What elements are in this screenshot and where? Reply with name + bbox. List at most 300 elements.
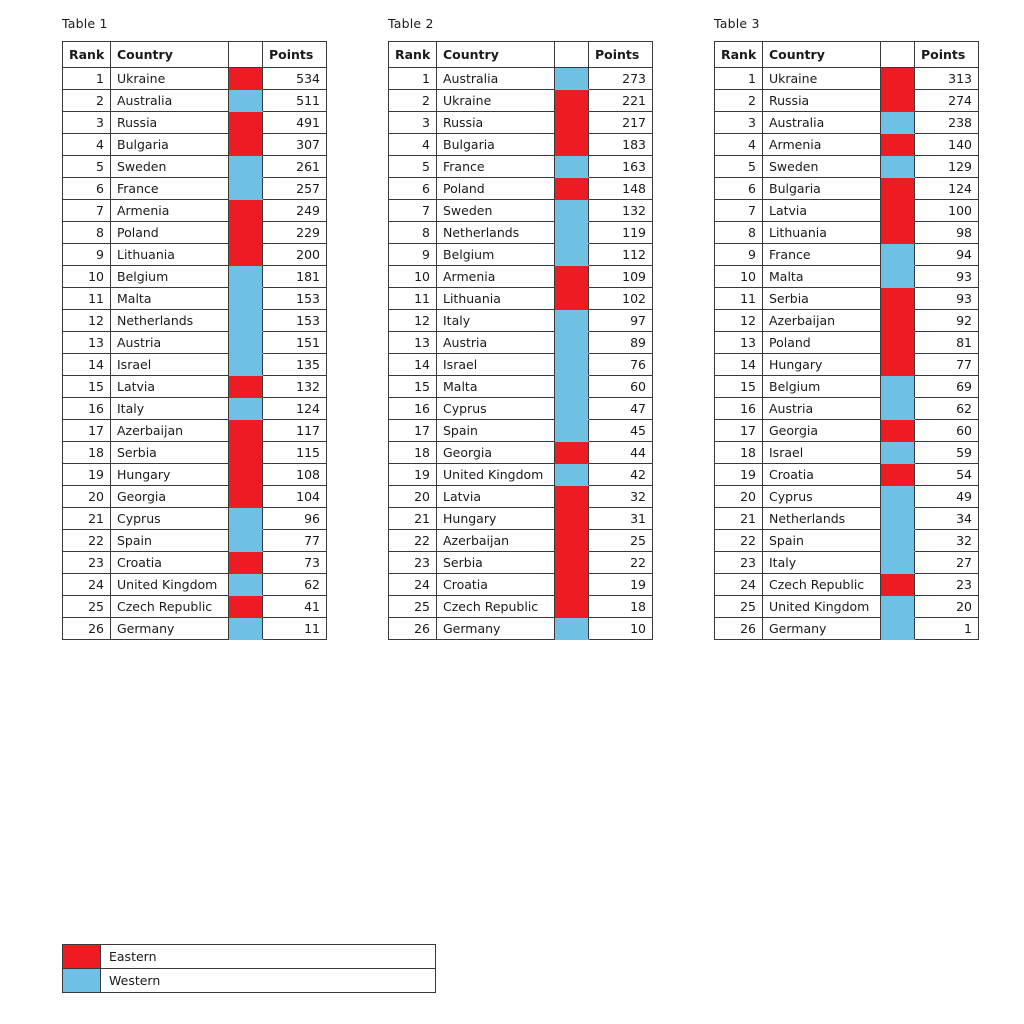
cell-rank: 25 — [715, 596, 763, 618]
cell-region-swatch-east — [555, 596, 589, 618]
cell-region-swatch-east — [555, 112, 589, 134]
table-row — [389, 134, 653, 156]
cell-rank: 26 — [389, 618, 437, 640]
cell-points: 261 — [263, 156, 327, 178]
table-row — [63, 508, 327, 530]
table-title: Table 2 — [388, 16, 434, 31]
cell-points: 27 — [915, 552, 979, 574]
cell-country: Lithuania — [437, 288, 555, 310]
cell-country: France — [111, 178, 229, 200]
cell-country: Sweden — [437, 200, 555, 222]
cell-country: Azerbaijan — [763, 310, 881, 332]
cell-rank: 12 — [715, 310, 763, 332]
table-header-row — [715, 42, 979, 68]
table-row — [389, 332, 653, 354]
cell-region-swatch-west — [555, 156, 589, 178]
table-row — [63, 200, 327, 222]
table-row — [715, 530, 979, 552]
cell-country: Germany — [111, 618, 229, 640]
cell-rank: 21 — [715, 508, 763, 530]
cell-points: 45 — [589, 420, 653, 442]
cell-rank: 11 — [63, 288, 111, 310]
cell-region-swatch-west — [555, 200, 589, 222]
cell-points: 60 — [915, 420, 979, 442]
cell-points: 307 — [263, 134, 327, 156]
cell-region-swatch-west — [229, 178, 263, 200]
cell-points: 183 — [589, 134, 653, 156]
cell-country: Georgia — [111, 486, 229, 508]
header-rank: Rank — [389, 42, 437, 68]
table-row — [389, 112, 653, 134]
cell-country: Armenia — [437, 266, 555, 288]
cell-country: Croatia — [763, 464, 881, 486]
cell-region-swatch-west — [229, 354, 263, 376]
table-row — [63, 486, 327, 508]
cell-country: Belgium — [437, 244, 555, 266]
cell-rank: 24 — [715, 574, 763, 596]
cell-points: 54 — [915, 464, 979, 486]
cell-rank: 5 — [389, 156, 437, 178]
cell-region-swatch-west — [555, 310, 589, 332]
cell-region-swatch-west — [555, 244, 589, 266]
cell-points: 76 — [589, 354, 653, 376]
cell-country: France — [437, 156, 555, 178]
cell-country: Latvia — [437, 486, 555, 508]
cell-rank: 16 — [715, 398, 763, 420]
cell-rank: 23 — [715, 552, 763, 574]
cell-points: 534 — [263, 68, 327, 90]
cell-rank: 20 — [715, 486, 763, 508]
table-row — [715, 486, 979, 508]
cell-rank: 5 — [63, 156, 111, 178]
cell-country: France — [763, 244, 881, 266]
cell-points: 92 — [915, 310, 979, 332]
cell-region-swatch-west — [881, 552, 915, 574]
cell-region-swatch-east — [881, 200, 915, 222]
cell-region-swatch-east — [229, 200, 263, 222]
cell-region-swatch-west — [229, 574, 263, 596]
table-row — [389, 508, 653, 530]
cell-country: Ukraine — [763, 68, 881, 90]
cell-points: 18 — [589, 596, 653, 618]
cell-region-swatch-east — [881, 134, 915, 156]
cell-country: Bulgaria — [437, 134, 555, 156]
cell-points: 97 — [589, 310, 653, 332]
cell-country: Latvia — [111, 376, 229, 398]
cell-region-swatch-east — [555, 134, 589, 156]
table-row — [715, 464, 979, 486]
cell-rank: 25 — [63, 596, 111, 618]
cell-rank: 14 — [715, 354, 763, 376]
cell-points: 102 — [589, 288, 653, 310]
cell-points: 20 — [915, 596, 979, 618]
cell-points: 11 — [263, 618, 327, 640]
cell-country: Bulgaria — [763, 178, 881, 200]
cell-country: Austria — [111, 332, 229, 354]
cell-country: Armenia — [111, 200, 229, 222]
cell-region-swatch-east — [881, 90, 915, 112]
table-row — [63, 178, 327, 200]
cell-region-swatch-east — [881, 464, 915, 486]
cell-region-swatch-east — [229, 442, 263, 464]
cell-rank: 14 — [63, 354, 111, 376]
table-row — [715, 574, 979, 596]
cell-region-swatch-west — [881, 618, 915, 640]
table-block — [62, 16, 326, 640]
table-row — [715, 552, 979, 574]
cell-points: 313 — [915, 68, 979, 90]
cell-points: 153 — [263, 288, 327, 310]
table-row — [63, 134, 327, 156]
cell-country: Bulgaria — [111, 134, 229, 156]
ranking-table — [388, 41, 653, 640]
cell-country: Czech Republic — [437, 596, 555, 618]
cell-region-swatch-east — [555, 442, 589, 464]
cell-rank: 7 — [63, 200, 111, 222]
cell-region-swatch-west — [881, 266, 915, 288]
cell-country: Azerbaijan — [437, 530, 555, 552]
cell-rank: 4 — [715, 134, 763, 156]
cell-points: 153 — [263, 310, 327, 332]
cell-points: 49 — [915, 486, 979, 508]
cell-rank: 6 — [389, 178, 437, 200]
cell-points: 89 — [589, 332, 653, 354]
cell-country: Russia — [437, 112, 555, 134]
cell-rank: 22 — [63, 530, 111, 552]
cell-points: 32 — [915, 530, 979, 552]
table-row — [63, 244, 327, 266]
cell-points: 135 — [263, 354, 327, 376]
cell-rank: 17 — [389, 420, 437, 442]
table-row — [715, 90, 979, 112]
cell-region-swatch-west — [555, 618, 589, 640]
cell-rank: 25 — [389, 596, 437, 618]
table-block — [388, 16, 652, 640]
cell-points: 273 — [589, 68, 653, 90]
cell-region-swatch-east — [229, 376, 263, 398]
cell-country: Poland — [437, 178, 555, 200]
header-band — [229, 42, 263, 68]
cell-country: Armenia — [763, 134, 881, 156]
cell-region-swatch-east — [881, 68, 915, 90]
cell-points: 96 — [263, 508, 327, 530]
table-row — [715, 442, 979, 464]
cell-rank: 22 — [715, 530, 763, 552]
legend-label: Western — [101, 969, 436, 993]
cell-country: Germany — [437, 618, 555, 640]
cell-country: Netherlands — [111, 310, 229, 332]
cell-country: Israel — [763, 442, 881, 464]
cell-rank: 12 — [63, 310, 111, 332]
cell-region-swatch-west — [229, 618, 263, 640]
cell-rank: 17 — [63, 420, 111, 442]
cell-points: 31 — [589, 508, 653, 530]
cell-points: 62 — [263, 574, 327, 596]
cell-country: Australia — [763, 112, 881, 134]
cell-points: 104 — [263, 486, 327, 508]
cell-points: 73 — [263, 552, 327, 574]
cell-points: 129 — [915, 156, 979, 178]
cell-country: United Kingdom — [763, 596, 881, 618]
cell-region-swatch-west — [881, 398, 915, 420]
cell-points: 491 — [263, 112, 327, 134]
cell-points: 25 — [589, 530, 653, 552]
cell-country: Israel — [437, 354, 555, 376]
cell-region-swatch-east — [881, 178, 915, 200]
cell-rank: 20 — [63, 486, 111, 508]
table-row — [63, 398, 327, 420]
table-row — [389, 574, 653, 596]
cell-rank: 13 — [389, 332, 437, 354]
cell-country: Italy — [437, 310, 555, 332]
cell-country: Hungary — [437, 508, 555, 530]
legend-row — [63, 945, 436, 969]
cell-region-swatch-east — [881, 288, 915, 310]
cell-rank: 4 — [63, 134, 111, 156]
cell-points: 10 — [589, 618, 653, 640]
cell-region-swatch-east — [229, 552, 263, 574]
legend-swatch-east — [63, 945, 101, 969]
cell-rank: 2 — [389, 90, 437, 112]
cell-points: 60 — [589, 376, 653, 398]
table-row — [715, 178, 979, 200]
cell-country: Belgium — [763, 376, 881, 398]
cell-region-swatch-west — [229, 288, 263, 310]
cell-region-swatch-east — [881, 354, 915, 376]
header-points: Points — [915, 42, 979, 68]
cell-country: Czech Republic — [763, 574, 881, 596]
header-rank: Rank — [715, 42, 763, 68]
table-row — [715, 222, 979, 244]
cell-region-swatch-west — [555, 398, 589, 420]
cell-points: 115 — [263, 442, 327, 464]
cell-region-swatch-west — [881, 486, 915, 508]
cell-rank: 8 — [715, 222, 763, 244]
cell-points: 163 — [589, 156, 653, 178]
cell-country: Spain — [437, 420, 555, 442]
cell-rank: 15 — [715, 376, 763, 398]
cell-rank: 20 — [389, 486, 437, 508]
cell-rank: 1 — [389, 68, 437, 90]
table-row — [715, 156, 979, 178]
cell-points: 238 — [915, 112, 979, 134]
table-row — [715, 266, 979, 288]
cell-country: Belgium — [111, 266, 229, 288]
cell-points: 100 — [915, 200, 979, 222]
cell-rank: 19 — [63, 464, 111, 486]
table-row — [389, 420, 653, 442]
cell-region-swatch-west — [555, 420, 589, 442]
cell-region-swatch-east — [881, 222, 915, 244]
cell-region-swatch-east — [881, 574, 915, 596]
table-row — [715, 596, 979, 618]
legend-row — [63, 969, 436, 993]
table-row — [63, 530, 327, 552]
cell-points: 94 — [915, 244, 979, 266]
table-row — [715, 508, 979, 530]
cell-region-swatch-west — [881, 442, 915, 464]
table-row — [63, 90, 327, 112]
table-row — [715, 376, 979, 398]
cell-rank: 2 — [63, 90, 111, 112]
cell-country: Azerbaijan — [111, 420, 229, 442]
cell-rank: 1 — [715, 68, 763, 90]
cell-country: Georgia — [437, 442, 555, 464]
legend — [62, 944, 436, 993]
table-row — [715, 200, 979, 222]
table-row — [715, 420, 979, 442]
cell-region-swatch-west — [555, 376, 589, 398]
cell-country: Sweden — [763, 156, 881, 178]
cell-points: 44 — [589, 442, 653, 464]
cell-region-swatch-west — [555, 332, 589, 354]
cell-country: Lithuania — [111, 244, 229, 266]
cell-country: Malta — [437, 376, 555, 398]
cell-rank: 3 — [63, 112, 111, 134]
cell-rank: 19 — [715, 464, 763, 486]
cell-points: 109 — [589, 266, 653, 288]
table-row — [389, 200, 653, 222]
cell-region-swatch-west — [229, 266, 263, 288]
cell-region-swatch-west — [555, 354, 589, 376]
cell-region-swatch-east — [555, 266, 589, 288]
cell-country: Hungary — [763, 354, 881, 376]
cell-rank: 6 — [63, 178, 111, 200]
cell-country: Australia — [111, 90, 229, 112]
cell-points: 119 — [589, 222, 653, 244]
table-title: Table 1 — [62, 16, 108, 31]
cell-country: Malta — [763, 266, 881, 288]
cell-rank: 3 — [389, 112, 437, 134]
cell-country: Cyprus — [763, 486, 881, 508]
cell-rank: 10 — [389, 266, 437, 288]
cell-region-swatch-east — [229, 134, 263, 156]
header-band — [555, 42, 589, 68]
cell-points: 62 — [915, 398, 979, 420]
cell-points: 81 — [915, 332, 979, 354]
cell-rank: 23 — [63, 552, 111, 574]
cell-rank: 8 — [63, 222, 111, 244]
cell-rank: 8 — [389, 222, 437, 244]
cell-rank: 13 — [715, 332, 763, 354]
cell-rank: 11 — [389, 288, 437, 310]
cell-region-swatch-west — [229, 398, 263, 420]
cell-country: Italy — [763, 552, 881, 574]
cell-country: Croatia — [111, 552, 229, 574]
table-row — [389, 618, 653, 640]
header-country: Country — [437, 42, 555, 68]
table-row — [389, 244, 653, 266]
table-row — [63, 68, 327, 90]
cell-rank: 9 — [63, 244, 111, 266]
cell-rank: 7 — [389, 200, 437, 222]
cell-country: United Kingdom — [111, 574, 229, 596]
cell-points: 221 — [589, 90, 653, 112]
table-row — [63, 376, 327, 398]
cell-rank: 11 — [715, 288, 763, 310]
cell-region-swatch-west — [881, 156, 915, 178]
cell-rank: 9 — [715, 244, 763, 266]
cell-points: 47 — [589, 398, 653, 420]
header-rank: Rank — [63, 42, 111, 68]
cell-region-swatch-east — [229, 244, 263, 266]
cell-rank: 23 — [389, 552, 437, 574]
cell-country: Australia — [437, 68, 555, 90]
table-block — [714, 16, 978, 640]
cell-region-swatch-east — [229, 486, 263, 508]
table-row — [63, 354, 327, 376]
header-points: Points — [263, 42, 327, 68]
cell-region-swatch-east — [881, 332, 915, 354]
cell-rank: 4 — [389, 134, 437, 156]
table-row — [63, 618, 327, 640]
cell-points: 151 — [263, 332, 327, 354]
cell-points: 22 — [589, 552, 653, 574]
cell-rank: 21 — [63, 508, 111, 530]
cell-points: 200 — [263, 244, 327, 266]
cell-country: Cyprus — [437, 398, 555, 420]
cell-rank: 3 — [715, 112, 763, 134]
cell-rank: 21 — [389, 508, 437, 530]
table-row — [389, 486, 653, 508]
cell-points: 132 — [589, 200, 653, 222]
cell-rank: 6 — [715, 178, 763, 200]
cell-points: 59 — [915, 442, 979, 464]
cell-points: 34 — [915, 508, 979, 530]
cell-region-swatch-west — [555, 222, 589, 244]
legend-swatch-west — [63, 969, 101, 993]
cell-rank: 18 — [63, 442, 111, 464]
cell-rank: 16 — [63, 398, 111, 420]
table-row — [715, 310, 979, 332]
cell-rank: 19 — [389, 464, 437, 486]
table-header-row — [63, 42, 327, 68]
cell-points: 249 — [263, 200, 327, 222]
table-header-row — [389, 42, 653, 68]
cell-points: 1 — [915, 618, 979, 640]
cell-rank: 18 — [715, 442, 763, 464]
legend-label: Eastern — [101, 945, 436, 969]
cell-country: Croatia — [437, 574, 555, 596]
cell-points: 112 — [589, 244, 653, 266]
cell-region-swatch-west — [881, 376, 915, 398]
cell-rank: 14 — [389, 354, 437, 376]
header-points: Points — [589, 42, 653, 68]
cell-region-swatch-east — [229, 112, 263, 134]
table-row — [715, 618, 979, 640]
cell-points: 181 — [263, 266, 327, 288]
cell-region-swatch-east — [555, 552, 589, 574]
cell-country: Spain — [763, 530, 881, 552]
cell-points: 23 — [915, 574, 979, 596]
cell-rank: 15 — [63, 376, 111, 398]
cell-rank: 15 — [389, 376, 437, 398]
cell-points: 93 — [915, 266, 979, 288]
cell-country: Ukraine — [111, 68, 229, 90]
cell-rank: 17 — [715, 420, 763, 442]
cell-region-swatch-east — [555, 508, 589, 530]
table-row — [63, 112, 327, 134]
cell-country: Latvia — [763, 200, 881, 222]
cell-rank: 12 — [389, 310, 437, 332]
table-row — [63, 442, 327, 464]
cell-region-swatch-east — [555, 486, 589, 508]
table-row — [63, 552, 327, 574]
cell-region-swatch-east — [555, 288, 589, 310]
table-row — [63, 420, 327, 442]
cell-country: Austria — [763, 398, 881, 420]
table-row — [63, 266, 327, 288]
